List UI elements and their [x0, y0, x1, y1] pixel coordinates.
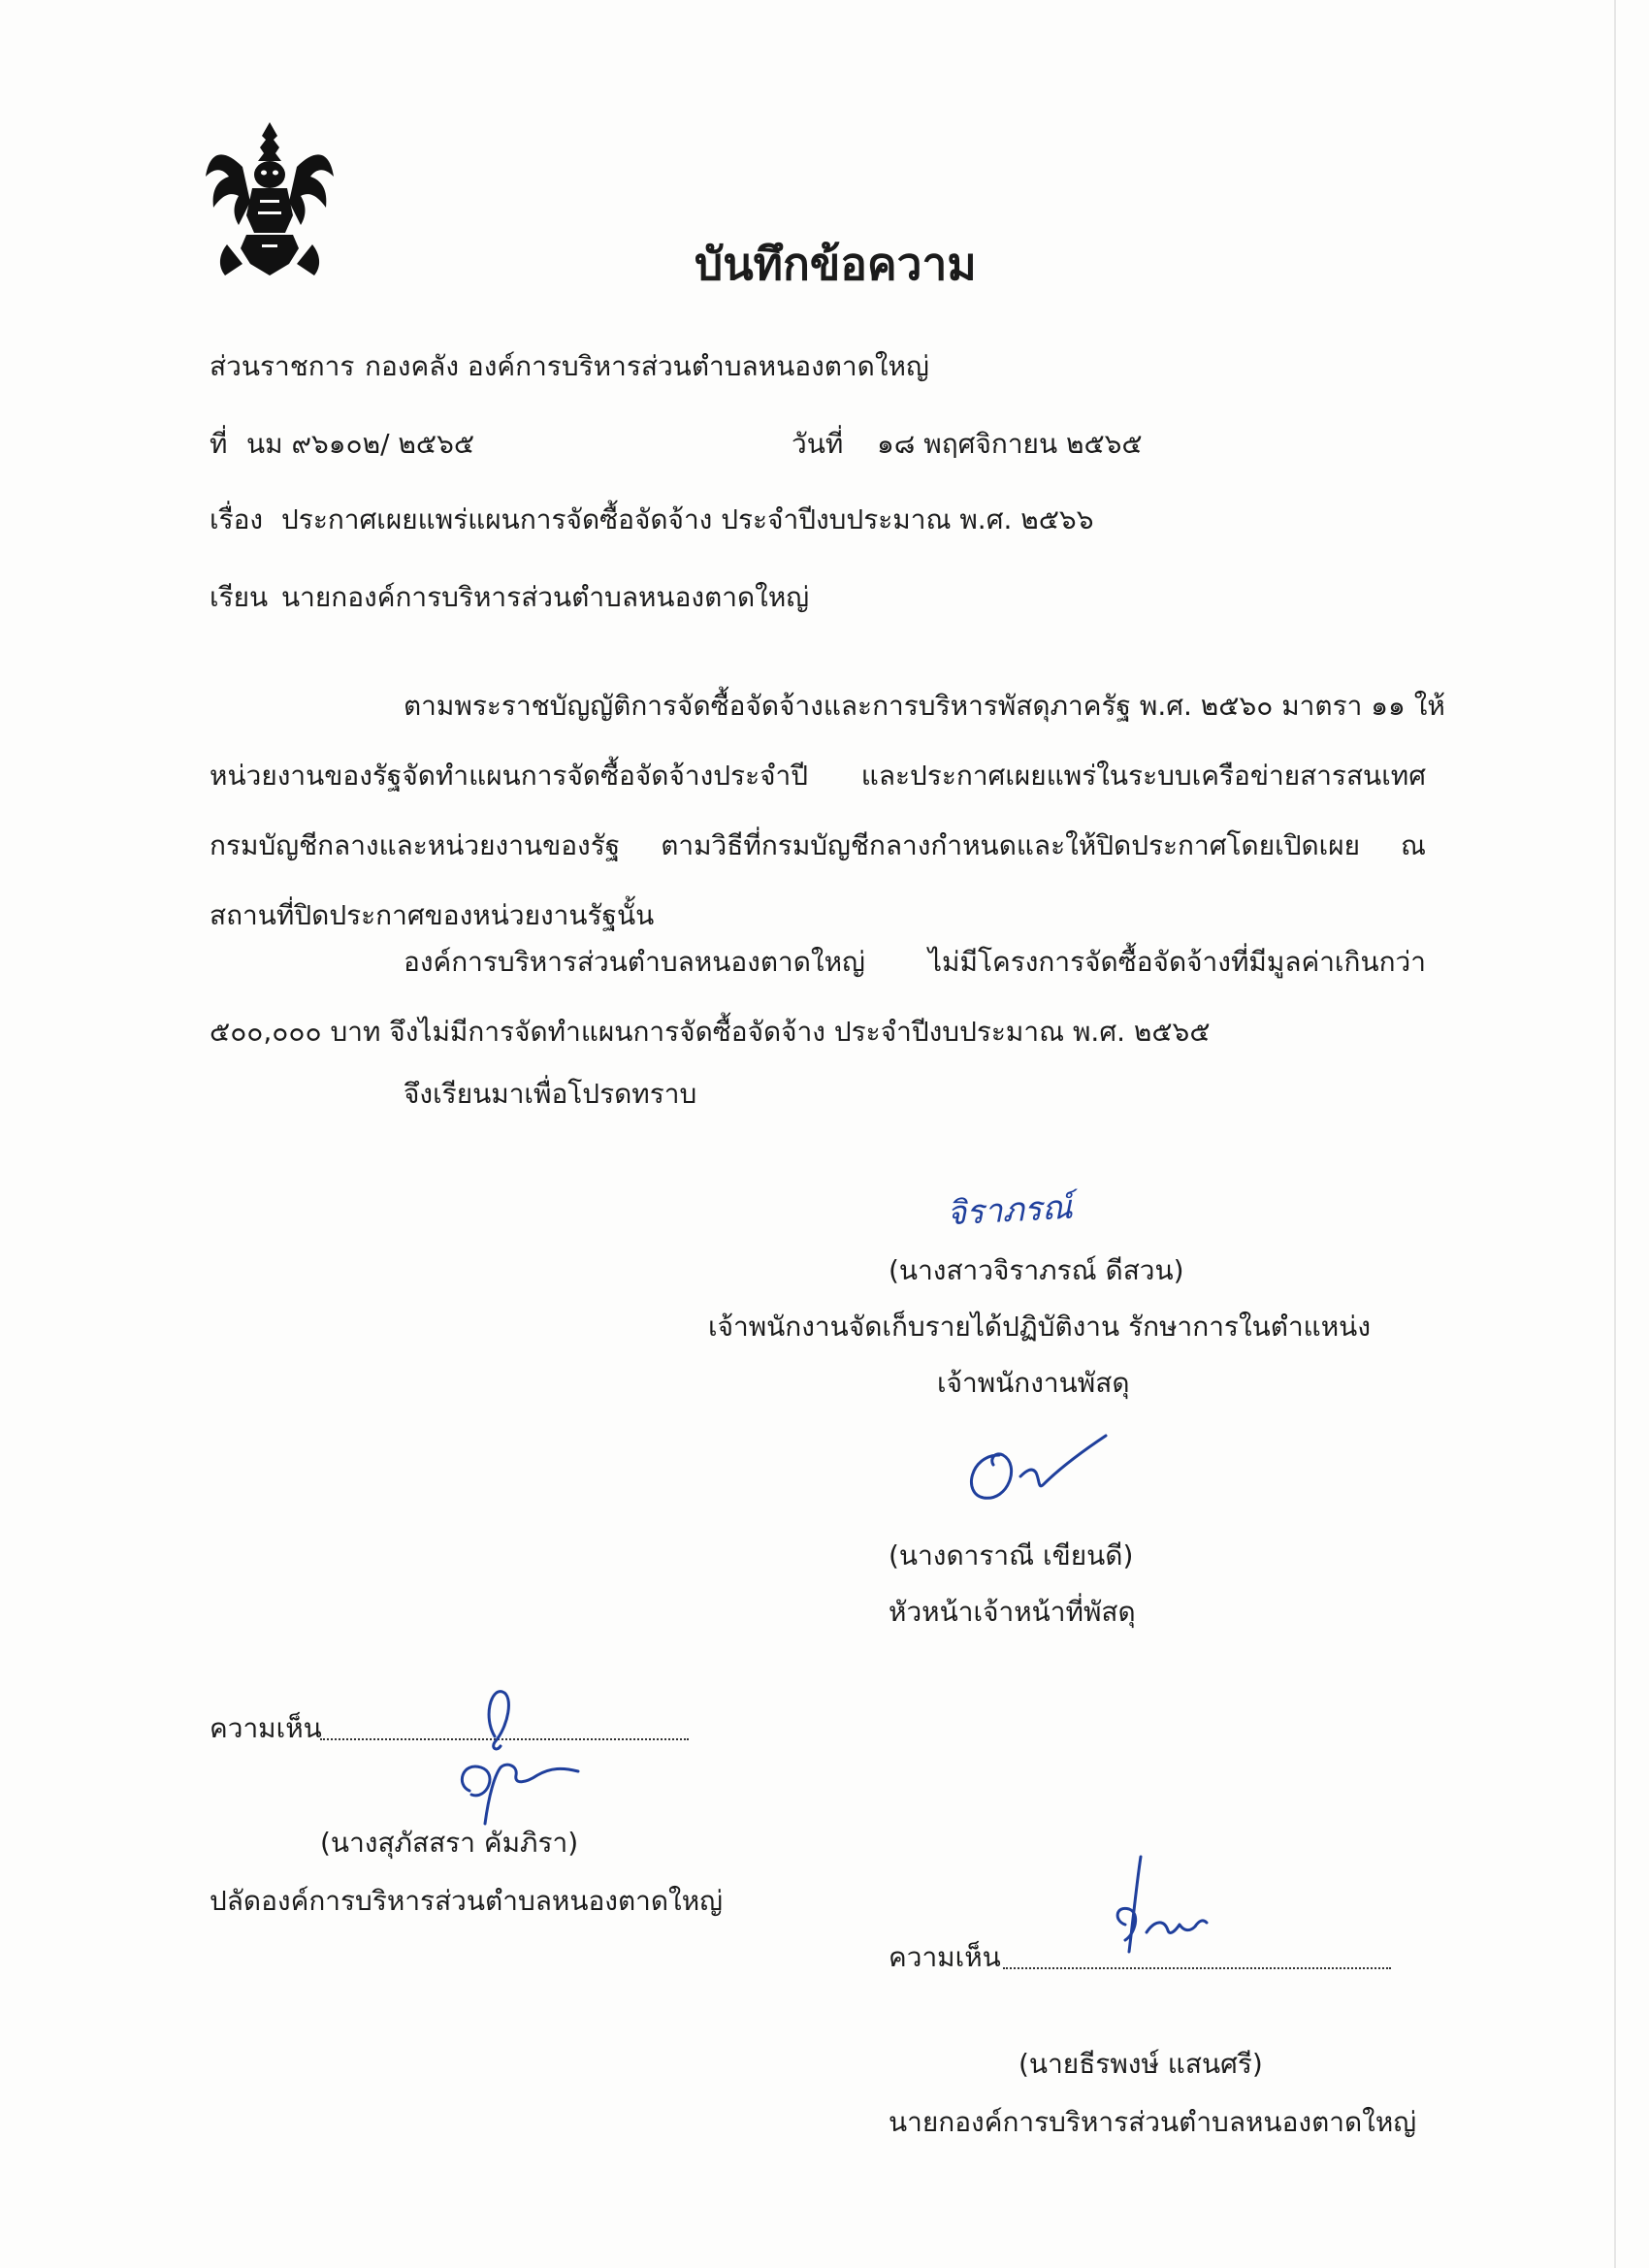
- deputy-opinion-label: ความเห็น: [210, 1712, 322, 1744]
- deputy-name: (นางสุภัสสรา คัมภิรา): [320, 1827, 579, 1859]
- officer-name: (นางสาวจิราภรณ์ ดีสวน): [889, 1254, 1184, 1286]
- memo-title: บันทึกข้อความ: [695, 238, 977, 290]
- body-paragraph-2: [210, 927, 1426, 1067]
- mayor-opinion-label: ความเห็น: [889, 1941, 1001, 1973]
- officer-position: เจ้าพนักงานจัดเก็บรายได้ปฏิบัติงาน รักษาการในตำแหน่ง: [708, 1311, 1371, 1343]
- date-value: ๑๘ พฤศจิกายน ๒๕๖๕: [877, 428, 1143, 460]
- date-label: วันที่: [792, 428, 844, 460]
- paragraph-line: ตามพระราชบัญญัติการจัดซื้อจัดจ้างและการบริหารพัสดุภาครัฐ พ.ศ. ๒๕๖๐ มาตรา ๑๑ ให้: [404, 690, 1445, 722]
- recipient-label: เรียน: [210, 581, 269, 613]
- agency-label: ส่วนราชการ: [210, 350, 355, 382]
- subject-label: เรื่อง: [210, 503, 264, 535]
- closing-line: จึงเรียนมาเพื่อโปรดทราบ: [404, 1078, 697, 1110]
- page-edge-shadow: [1614, 0, 1616, 2268]
- paragraph-line: หน่วยงานของรัฐจัดทำแผนการจัดซื้อจัดจ้างประจำปี และประกาศเผยแพร่ในระบบเครือข่ายสารสนเทศ: [210, 760, 1426, 792]
- mayor-signature: [1086, 1843, 1242, 1969]
- ref-number: นม ๙๖๑๐๒/ ๒๕๖๕: [246, 428, 475, 460]
- deputy-signature: [436, 1678, 592, 1833]
- subject-value: ประกาศเผยแพร่แผนการจัดซื้อจัดจ้าง ประจำปีงบประมาณ พ.ศ. ๒๕๖๖: [281, 503, 1094, 535]
- mayor-position: นายกองค์การบริหารส่วนตำบลหนองตาดใหญ่: [889, 2106, 1417, 2138]
- paragraph-line: กรมบัญชีกลางและหน่วยงานของรัฐ ตามวิธีที่กรมบัญชีกลางกำหนดและให้ปิดประกาศโดยเปิดเผย ณ: [210, 829, 1426, 861]
- officer-signature: จิราภรณ์: [946, 1187, 1074, 1234]
- head-name: (นางดาราณี เขียนดี): [889, 1539, 1134, 1571]
- garuda-emblem-icon: [204, 118, 336, 279]
- paragraph-line: สถานที่ปิดประกาศของหน่วยงานรัฐนั้น: [210, 899, 655, 931]
- recipient-value: นายกองค์การบริหารส่วนตำบลหนองตาดใหญ่: [281, 581, 810, 613]
- head-signature: [960, 1426, 1125, 1513]
- head-position: หัวหน้าเจ้าหน้าที่พัสดุ: [889, 1596, 1136, 1628]
- mayor-name: (นายธีรพงษ์ แสนศรี): [1018, 2048, 1263, 2080]
- officer-position-acting: เจ้าพนักงานพัสดุ: [937, 1367, 1130, 1399]
- paragraph-line: องค์การบริหารส่วนตำบลหนองตาดใหญ่ ไม่มีโครงการจัดซื้อจัดจ้างที่มีมูลค่าเกินกว่า: [404, 946, 1426, 978]
- deputy-position: ปลัดองค์การบริหารส่วนตำบลหนองตาดใหญ่: [210, 1885, 724, 1917]
- paragraph-line: ๕๐๐,๐๐๐ บาท จึงไม่มีการจัดทำแผนการจัดซื้อจัดจ้าง ประจำปีงบประมาณ พ.ศ. ๒๕๖๕: [210, 1016, 1211, 1048]
- ref-label: ที่: [210, 428, 228, 460]
- body-paragraph-1: [210, 671, 1445, 951]
- agency-value: กองคลัง องค์การบริหารส่วนตำบลหนองตาดใหญ่: [365, 350, 929, 382]
